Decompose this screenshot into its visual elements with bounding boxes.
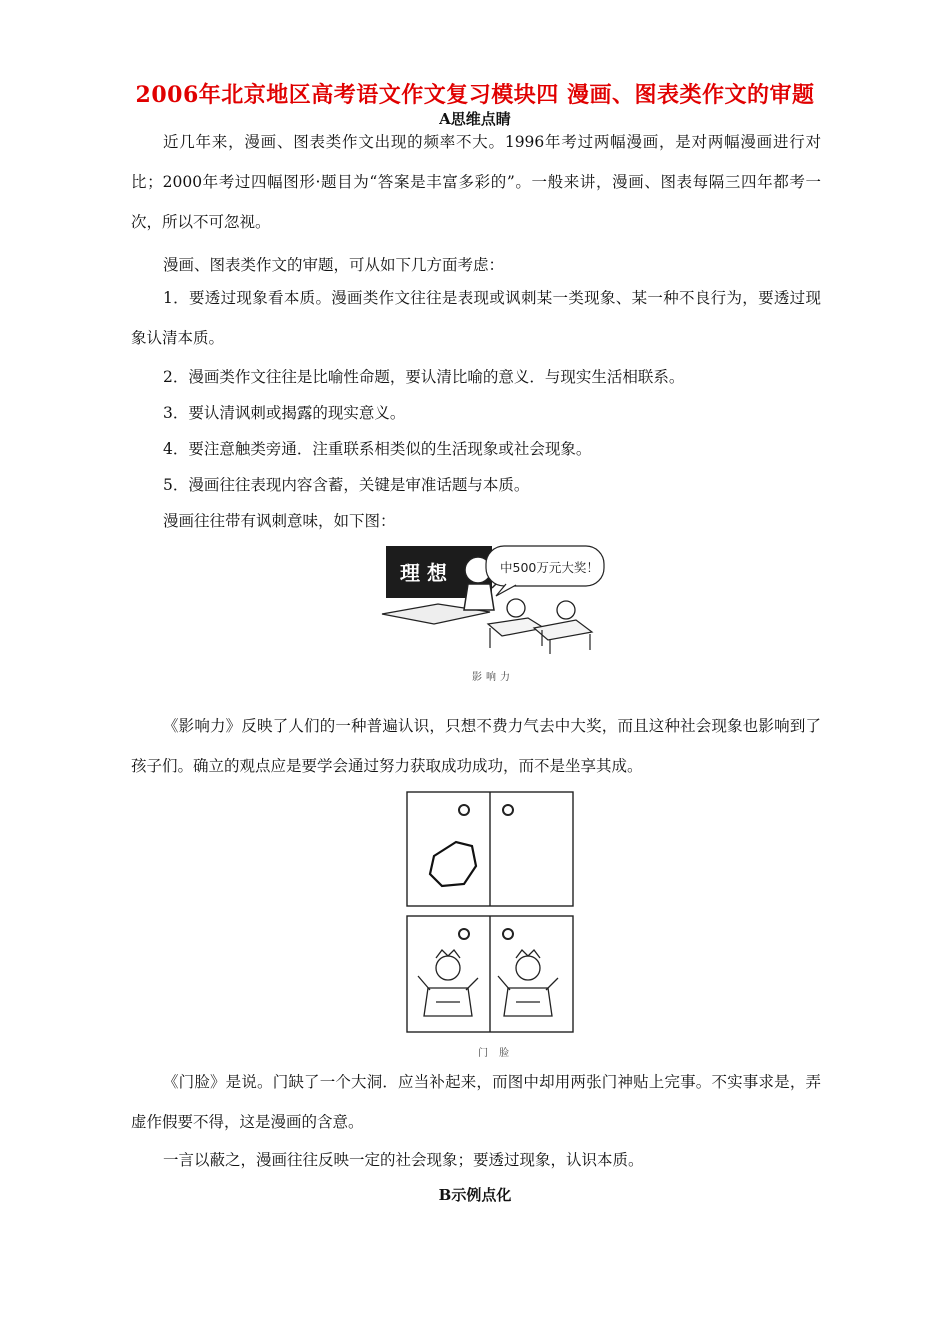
cartoon-influence-caption: 影响力	[472, 672, 514, 683]
point-2: 2．漫画类作文往往是比喻性命题，要认清比喻的意义．与现实生活相联系。	[163, 368, 685, 386]
approach-line: 漫画、图表类作文的审题，可从如下几方面考虑：	[163, 256, 505, 274]
student-desk-left	[488, 618, 544, 636]
intro-paragraph: 近几年来，漫画、图表类作文出现的频率不大。1996年考过两幅漫画，是对两幅漫画进行对比；2000年考过四幅图形·题目为“答案是丰富多彩的”。一般来讲，漫画、图表每隔三四年都考一次，所以不可忽视。	[131, 133, 821, 231]
analysis-influence: 《影响力》反映了人们的一种普遍认识，只想不费力气去中大奖，而且这种社会现象也影响到了孩子们。确立的观点应是要学会通过努力获取成功成功，而不是坐享其成。	[131, 717, 821, 775]
satire-intro: 漫画往往带有讽刺意味，如下图：	[163, 512, 396, 530]
child-head-left	[507, 599, 525, 617]
teacher-body	[464, 584, 494, 610]
speech-bubble-text: 中500万元大奖！	[500, 560, 599, 575]
point-4: 4．要注意触类旁通．注重联系相类似的生活现象或社会现象。	[163, 440, 592, 458]
point-5: 5．漫画往往表现内容含蓄，关键是审准话题与本质。	[163, 476, 530, 494]
cartoon-door-facade-caption: 门 脸	[478, 1048, 514, 1059]
student-desk-right	[534, 620, 592, 640]
section-heading-b: B示例点化	[438, 1186, 512, 1204]
section-heading-a: A思维点睛	[439, 110, 511, 128]
cartoon-door-facade	[406, 790, 576, 1034]
document-title: 2006年北京地区高考语文作文复习模块四 漫画、图表类作文的审题	[135, 82, 815, 108]
blackboard-text: 理 想	[400, 561, 447, 585]
summary-line: 一言以蔽之，漫画往往反映一定的社会现象；要透过现象，认识本质。	[163, 1151, 644, 1169]
point-1: 1．要透过现象看本质。漫画类作文往往是表现或讽刺某一类现象、某一种不良行为，要透过现象认清本质。	[131, 289, 821, 347]
cartoon-influence	[378, 540, 608, 658]
analysis-door-facade: 《门脸》是说。门缺了一个大洞．应当补起来，而图中却用两张门神贴上完事。不实事求是，弄虚作假要不得，这是漫画的含意。	[131, 1073, 821, 1131]
child-head-right	[557, 601, 575, 619]
point-3: 3．要认清讽刺或揭露的现实意义。	[163, 404, 406, 422]
